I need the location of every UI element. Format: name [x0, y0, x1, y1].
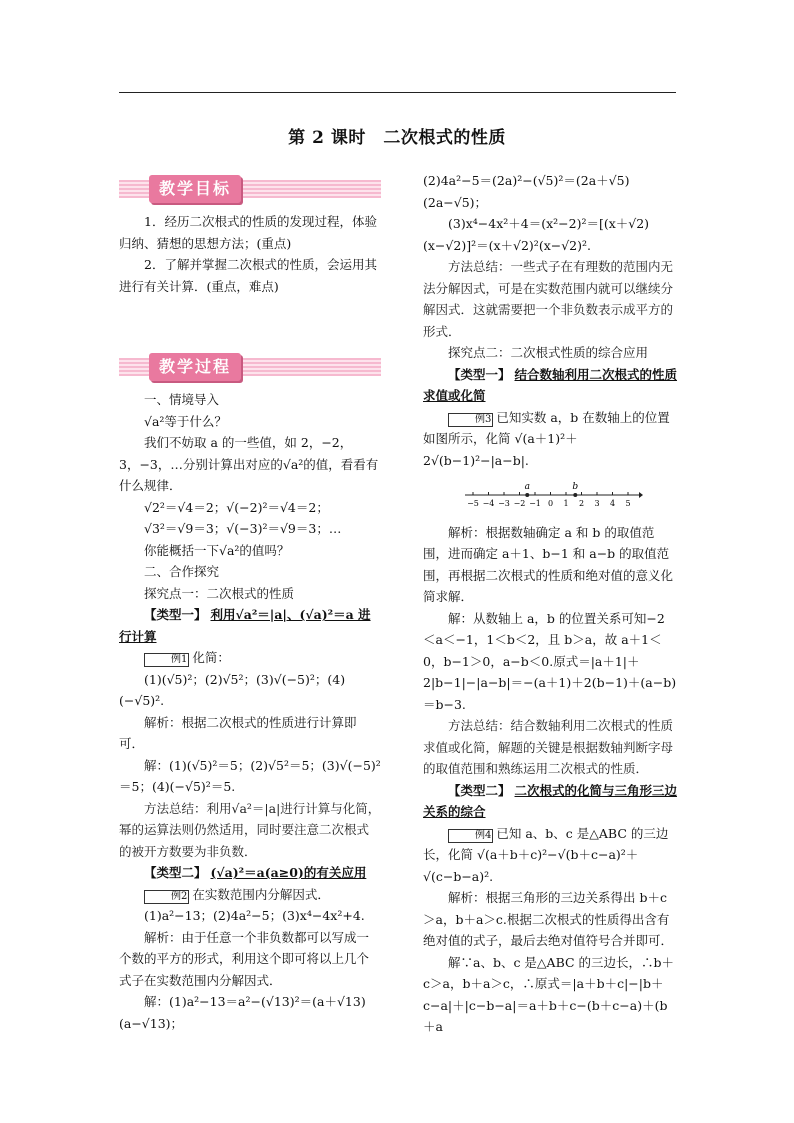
example-3: 例3 已知实数 a，b 在数轴上的位置如图所示，化简 √(a＋1)²＋2√(b−1)²−|a−b|. [423, 409, 670, 468]
section-intro: 一、情境导入 [144, 392, 220, 407]
example-1-analysis: 解析：根据二次根式的性质进行计算即可． [119, 714, 357, 751]
tick-label: −4 [482, 499, 495, 508]
objectives-banner-label: 教学目标 [149, 175, 241, 203]
question: √a²等于什么？ [144, 413, 227, 429]
type2-heading: 【类型二】 (√a)²＝a(a≥0)的有关应用 [144, 865, 367, 880]
method-summary: 方法总结：一些式子在有理数的范围内无法分解因式，可是在实数范围内就可以继续分解因式．这就需要把一个非负数表示成平方的形式． [423, 259, 674, 339]
axis-arrow [639, 492, 643, 498]
right-column [423, 170, 677, 1038]
example-4: 例4 已知 a、b、c 是△ABC 的三边长，化简 √(a＋b＋c)²−√(b＋c−a)²＋√(c−b−a)². [423, 825, 669, 884]
tick-label: −2 [513, 499, 526, 508]
number-line [463, 479, 643, 509]
type1-heading: 【类型一】 利用√a²＝|a|、(√a)²＝a 进行计算 [119, 607, 371, 644]
process-banner-label: 教学过程 [149, 353, 241, 381]
tick-label: −3 [498, 499, 510, 508]
tick-label: −5 [467, 499, 479, 508]
example-1-method: 方法总结：利用√a²＝|a|进行计算与化简，幂的运算法则仍然适用，同时要注意二次根式的被开方数要为非负数． [119, 800, 381, 859]
objective-1: 1．经历二次根式的性质的发现过程，体验归纳、猜想的思想方法；(重点) [119, 214, 377, 251]
tick-label: 0 [547, 499, 554, 508]
example-line-2: √3²＝√9＝3；√(−3)²＝√9＝3；… [144, 521, 342, 536]
example-3-method: 方法总结：结合数轴利用二次根式的性质求值或化简，解题的关键是根据数轴判断字母的取值范围和熟练运用二次根式的性质． [423, 718, 674, 776]
tick-label: 4 [609, 499, 616, 508]
example-4-analysis: 解析：根据三角形的三边关系得出 b＋c＞a，b＋a＞c.根据二次根式的性质得出含有绝对值的式子，最后去绝对值符号合并即可． [423, 890, 674, 948]
example-1: 例1 化简： [119, 647, 381, 669]
explore-point-2: 探究点二：二次根式性质的综合应用 [448, 345, 649, 360]
intro-text: 我们不妨取 a 的一些值，如 2，−2，3，−3，…分别计算出对应的√a²的值，看看有什么规律． [119, 435, 379, 493]
label-b: b [572, 482, 579, 492]
process-banner [119, 353, 381, 383]
example-2-solution: 解：(1)a²−13＝a²−(√13)²＝(a＋√13)(a−√13)； [119, 994, 366, 1031]
example-3-solution: 解：从数轴上 a，b 的位置关系可知−2＜a＜−1，1＜b＜2，且 b＞a，故 a＋1＜0，b−1＞0，a−b＜0.原式＝|a＋1|＋2|b−1|−|a−b|＝−(a＋1)＋2(b−1)＋(a−b)＝b−3. [423, 610, 677, 712]
r-type1-heading: 【类型一】 结合数轴利用二次根式的性质求值或化简 [423, 366, 678, 403]
r-type2-heading: 【类型二】 二次根式的化简与三角形三边关系的综合 [423, 782, 678, 819]
tick-label: 2 [578, 499, 585, 508]
section-explore: 二、合作探究 [144, 564, 220, 579]
header-rule [119, 92, 676, 93]
solution-cont-2: (2)4a²−5＝(2a)²−(√5)²＝(2a＋√5)(2a−√5)； [423, 173, 630, 210]
left-column [119, 175, 381, 1034]
tick-label: 1 [563, 499, 569, 508]
point-b [573, 493, 577, 497]
example-2: 例2 在实数范围内分解因式． [119, 884, 381, 906]
objectives-banner [119, 175, 381, 205]
tick-label: 3 [594, 499, 600, 508]
tick-label: −1 [529, 499, 541, 508]
example-3-analysis: 解析：根据数轴确定 a 和 b 的取值范围，进而确定 a＋1、b−1 和 a−b 的取值范围，再根据二次根式的性质和绝对值的意义化简求解． [423, 524, 674, 604]
tick-label: 5 [625, 499, 631, 508]
example-line-1: √2²＝√4＝2；√(−2)²＝√4＝2； [144, 499, 329, 515]
point-a [525, 493, 529, 497]
example-2-body: (1)a²−13；(2)4a²−5；(3)x⁴−4x²+4. [144, 908, 365, 923]
example-2-analysis: 解析：由于任意一个非负数都可以写成一个数的平方的形式，利用这个即可将以上几个式子在实数范围内分解因式． [119, 929, 370, 988]
objective-2: 2．了解并掌握二次根式的性质，会运用其进行有关计算．(重点，难点) [119, 257, 377, 294]
tick-group [467, 492, 630, 508]
example-1-solution: 解：(1)(√5)²＝5；(2)√5²＝5；(3)√(−5)²＝5；(4)(−√5)²＝5. [119, 757, 381, 794]
question-2: 你能概括一下√a²的值吗？ [144, 542, 290, 558]
page-title: 第 2 课时 二次根式的性质 [288, 128, 506, 148]
example-1-body: (1)(√5)²；(2)√5²；(3)√(−5)²；(4)(−√5)². [119, 671, 346, 708]
solution-cont-3: (3)x⁴−4x²＋4＝(x²−2)²＝[(x＋√2)(x−√2)]²＝(x＋√2)²(x−√2)². [423, 216, 650, 253]
explore-point-1: 探究点一：二次根式的性质 [144, 585, 295, 601]
label-a: a [524, 482, 530, 492]
example-4-solution: 解∵a、b、c 是△ABC 的三边长，∴b＋c＞a，b＋a＞c，∴原式＝|a＋b＋c|−|b＋c−a|＋|c−b−a|＝a＋b＋c−(b＋c−a)＋(b＋a [423, 954, 675, 1034]
